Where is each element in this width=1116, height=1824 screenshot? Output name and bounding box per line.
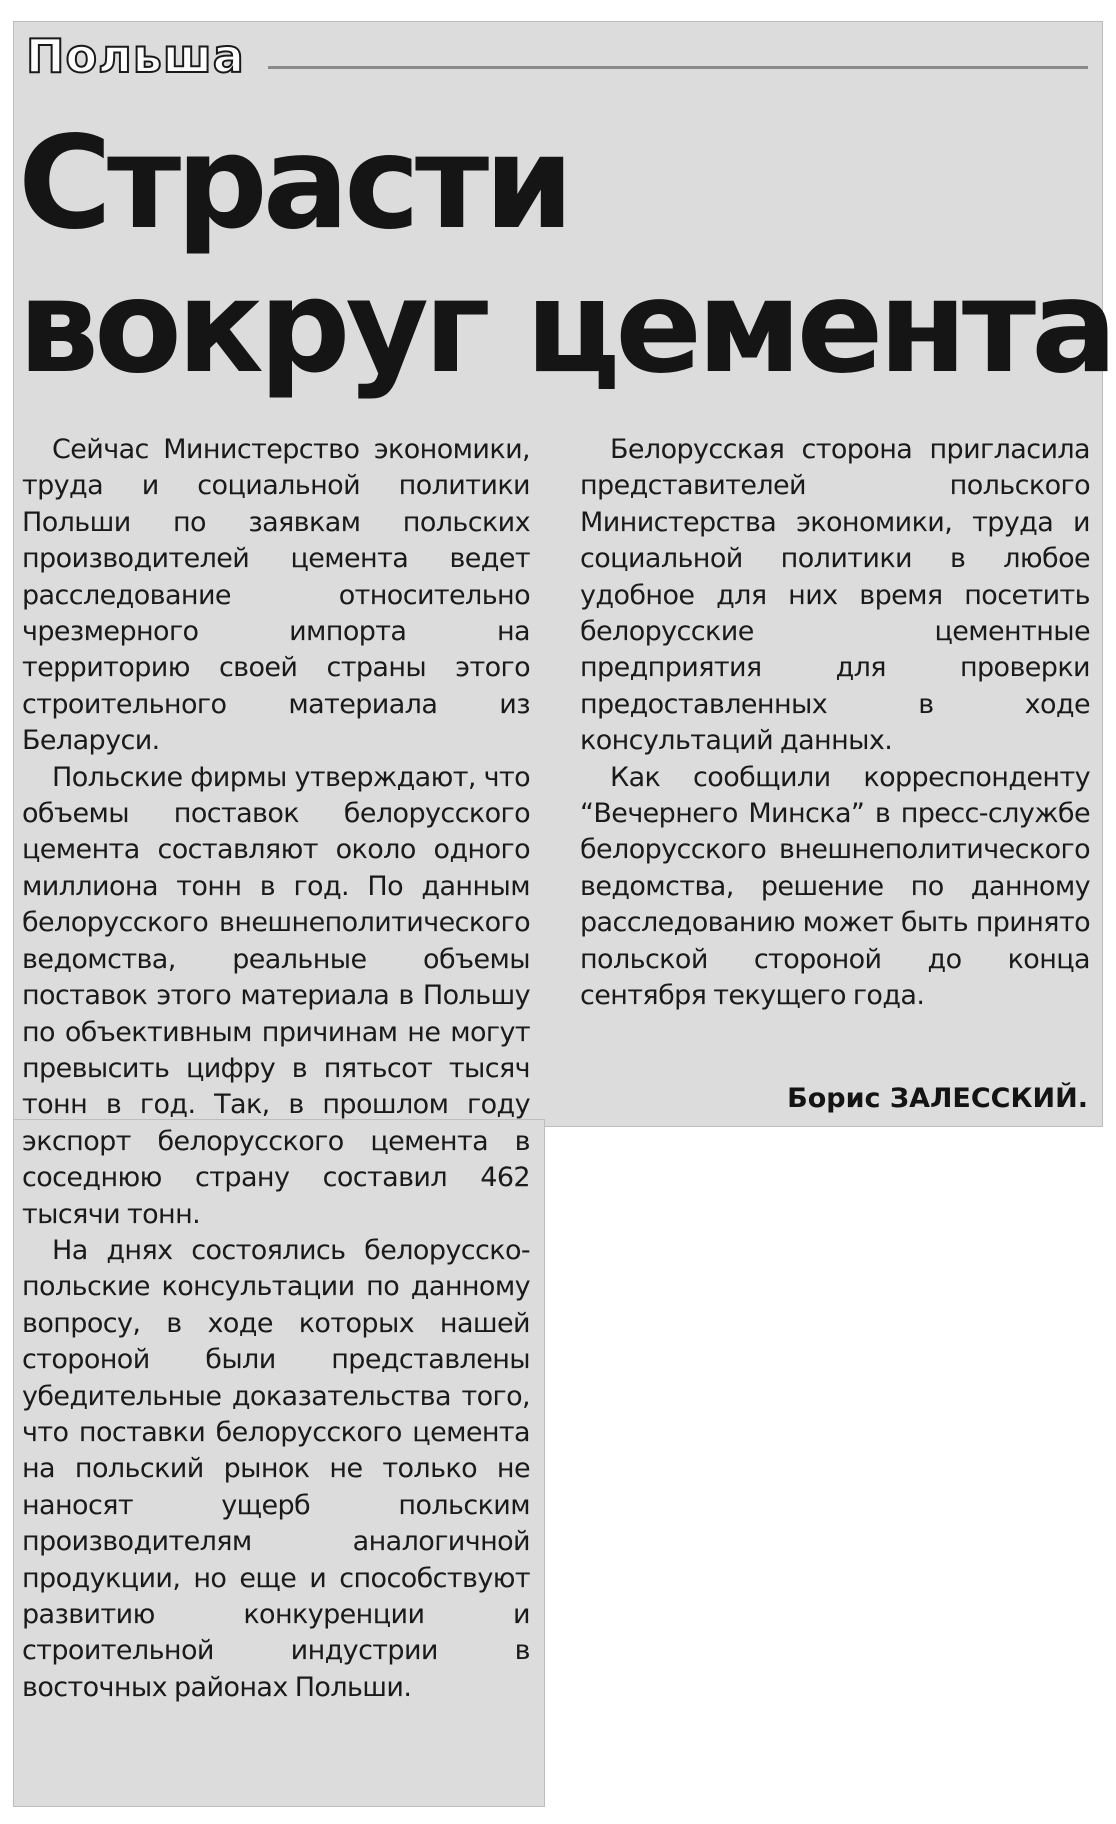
article-column-left xyxy=(22,432,530,1706)
article-paragraph-1: Сейчас Министерство экономики, труда и социальной политики Польши по заявкам польских производителей цемента ведет расследование относительно чрезмерного импорта на территорию своей страны этого строительного материала из Беларуси. xyxy=(22,434,530,757)
article-column-right xyxy=(580,432,1090,1015)
headline-line-1: Страсти xyxy=(18,109,569,258)
article-paragraph-4: Белорусская сторона пригласила представителей польского Министерства экономики, труда и социальной политики в любое удобное для них время посетить белорусские цементные предприятия для проверки предоставленных в ходе консультаций данных. xyxy=(580,434,1090,757)
article-byline: Борис ЗАЛЕССКИЙ. xyxy=(787,1083,1088,1114)
article-headline xyxy=(18,109,1113,402)
article-paragraph-2: Польские фирмы утверждают, что объемы поставок белорусского цемента составляют около одного миллиона тонн в год. По данным белорусского внешнеполитического ведомства, реальные объемы поставок этого материала в Польшу по объективным причинам не могут превысить цифру в пятьсот тысяч тонн в год. Так, в прошлом году экспорт белорусского цемента в соседнюю страну составил 462 тысячи тонн. xyxy=(22,761,530,1230)
headline-line-2: вокруг цемента xyxy=(18,253,1113,402)
article-paragraph-5: Как сообщили корреспонденту “Вечернего Минска” в пресс-службе белорусского внешнеполитического ведомства, решение по данному расследованию может быть принято польской стороной до конца сентября текущего года. xyxy=(580,761,1090,1012)
section-rubric: Польша xyxy=(26,29,245,83)
rubric-divider xyxy=(268,66,1088,69)
article-paragraph-3: На днях состоялись белорусско-польские консультации по данному вопросу, в ходе которых нашей стороной были представлены убедительные доказательства того, что поставки белорусского цемента на польский рынок не только не наносят ущерб польским производителям аналогичной продукции, но еще и способствуют развитию конкуренции и строительной индустрии в восточных районах Польши. xyxy=(22,1234,530,1703)
